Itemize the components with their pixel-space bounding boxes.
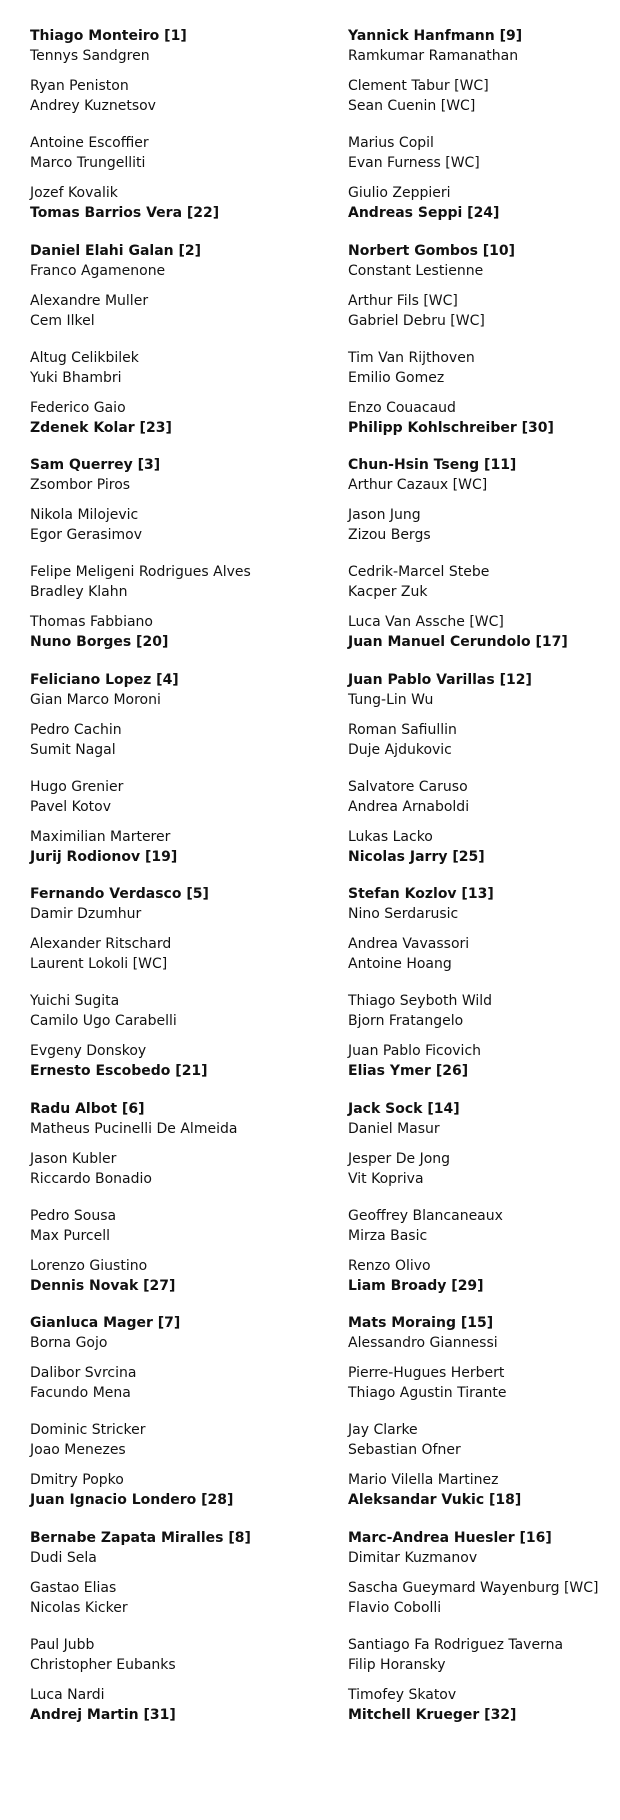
seeded-player-name: Jack Sock [14] [348,1100,460,1117]
player-name: Kacper Zuk [348,584,428,600]
seeded-player-name: Dennis Novak [27] [30,1277,176,1294]
player-name: Tennys Sandgren [30,48,150,64]
player-name: Mario Vilella Martinez [348,1472,499,1488]
match-pair [30,241,330,281]
match-pair [30,183,330,223]
seeded-player-name: Radu Albot [6] [30,1100,145,1117]
match-pair [348,1578,620,1618]
match-pair [348,505,620,545]
seeded-player-name: Bernabe Zapata Miralles [8] [30,1529,251,1546]
match-pair [30,1578,330,1618]
player-name: Alessandro Giannessi [348,1335,498,1351]
player-name: Thiago Seyboth Wild [348,993,493,1009]
player-name: Dominic Stricker [30,1422,146,1438]
match-pair [348,1635,620,1675]
match-pair [30,562,330,602]
seeded-player-name: Andrej Martin [31] [30,1706,176,1723]
match-pair [348,1528,620,1568]
player-name: Thomas Fabbiano [30,614,153,630]
player-name: Gian Marco Moroni [30,691,161,708]
player-name: Geoffrey Blancaneaux [348,1207,503,1224]
player-name: Alexander Ritschard [30,936,172,952]
player-name: Luca Nardi [30,1686,105,1703]
match-pair [30,1256,330,1296]
player-name: Bradley Klahn [30,584,128,600]
player-name: Altug Celikbilek [30,349,139,366]
seeded-player-name: Norbert Gombos [10] [348,242,516,259]
match-pair [30,1635,330,1675]
player-name: Daniel Masur [348,1120,440,1137]
player-name: Thiago Agustin Tirante [348,1385,507,1401]
player-name: Borna Gojo [30,1335,108,1351]
player-name: Tung-Lin Wu [348,691,434,708]
match-pair [30,505,330,545]
player-name: Nikola Milojevic [30,507,139,523]
seeded-player-name: Fernando Verdasco [5] [30,886,209,902]
player-name: Roman Safiullin [348,721,457,738]
player-name: Andrea Vavassori [348,936,470,952]
match-pair [348,884,620,924]
match-pair [30,884,330,924]
player-name: Federico Gaio [30,399,126,416]
player-name: Antoine Escoffier [30,135,149,151]
seeded-player-name: Nicolas Jarry [25] [348,848,485,865]
seeded-player-name: Tomas Barrios Vera [22] [30,205,220,221]
seeded-player-name: Daniel Elahi Galan [2] [30,242,202,259]
player-name: Clement Tabur [WC] [348,78,489,94]
seeded-player-name: Feliciano Lopez [4] [30,671,179,688]
player-name: Zsombor Piros [30,477,131,493]
player-name: Evan Furness [WC] [348,155,480,171]
match-pair [30,1470,330,1510]
player-name: Jason Kubler [30,1150,117,1167]
player-name: Joao Menezes [30,1442,126,1458]
match-pair [30,1041,330,1081]
player-name: Evgeny Donskoy [30,1043,147,1059]
player-name: Pedro Sousa [30,1207,117,1224]
seeded-player-name: Aleksandar Vukic [18] [348,1492,522,1508]
player-name: Andrea Arnaboldi [348,798,470,815]
match-pair [348,562,620,602]
match-pair [348,934,620,974]
match-pair [30,26,330,66]
player-name: Jesper De Jong [348,1150,451,1167]
match-pair [348,1685,620,1725]
match-pair [348,777,620,817]
match-pair [30,720,330,760]
player-name: Cedrik-Marcel Stebe [348,564,490,580]
seeded-player-name: Juan Manuel Cerundolo [17] [348,634,568,650]
player-name: Mirza Basic [348,1227,428,1244]
seeded-player-name: Zdenek Kolar [23] [30,419,172,436]
player-name: Salvatore Caruso [348,778,468,795]
player-name: Duje Ajdukovic [348,741,452,758]
match-pair [30,455,330,495]
match-pair [348,991,620,1031]
player-name: Sumit Nagal [30,741,116,758]
match-pair [30,1528,330,1568]
player-name: Arthur Fils [WC] [348,292,458,309]
match-pair [30,1685,330,1725]
player-name: Lukas Lacko [348,828,433,845]
player-name: Franco Agamenone [30,262,166,279]
player-name: Ramkumar Ramanathan [348,48,519,64]
match-pair [348,133,620,173]
player-name: Pierre-Hugues Herbert [348,1365,505,1381]
match-pair [30,1099,330,1139]
player-name: Facundo Mena [30,1385,131,1401]
match-pair [30,1149,330,1189]
player-name: Cem Ilkel [30,312,95,329]
player-name: Sascha Gueymard Wayenburg [WC] [348,1579,599,1596]
match-pair [30,777,330,817]
seeded-player-name: Stefan Kozlov [13] [348,886,494,902]
player-name: Matheus Pucinelli De Almeida [30,1120,238,1137]
match-pair [348,1206,620,1246]
match-pair [348,1256,620,1296]
seeded-player-name: Jurij Rodionov [19] [30,848,178,865]
seeded-player-name: Nuno Borges [20] [30,634,169,650]
player-name: Flavio Cobolli [348,1599,442,1616]
player-name: Santiago Fa Rodriguez Taverna [348,1636,564,1653]
player-name: Dalibor Svrcina [30,1365,137,1381]
match-pair [348,1470,620,1510]
player-name: Constant Lestienne [348,262,484,279]
player-name: Damir Dzumhur [30,906,142,922]
seeded-player-name: Ernesto Escobedo [21] [30,1063,208,1079]
match-pair [30,670,330,710]
player-name: Timofey Skatov [348,1686,457,1703]
player-name: Sean Cuenin [WC] [348,98,476,114]
player-name: Filip Horansky [348,1656,446,1673]
seeded-player-name: Philipp Kohlschreiber [30] [348,419,554,436]
player-name: Maximilian Marterer [30,828,171,845]
match-pair [30,1363,330,1403]
seeded-player-name: Mats Moraing [15] [348,1315,494,1331]
match-pair [348,1420,620,1460]
player-name: Dudi Sela [30,1549,97,1566]
match-pair [348,670,620,710]
seeded-player-name: Sam Querrey [3] [30,457,161,473]
player-name: Arthur Cazaux [WC] [348,477,488,493]
player-name: Jay Clarke [348,1422,418,1438]
seeded-player-name: Juan Pablo Varillas [12] [348,671,532,688]
player-name: Jozef Kovalik [30,185,118,201]
player-name: Yuichi Sugita [30,993,120,1009]
player-name: Luca Van Assche [WC] [348,614,504,630]
player-name: Marco Trungelliti [30,155,146,171]
player-name: Dmitry Popko [30,1472,124,1488]
seeded-player-name: Liam Broady [29] [348,1277,484,1294]
player-name: Zizou Bergs [348,527,431,543]
match-pair [348,76,620,116]
match-pair [348,348,620,388]
player-name: Pedro Cachin [30,721,122,738]
match-pair [30,934,330,974]
player-name: Riccardo Bonadio [30,1170,152,1187]
match-pair [348,1363,620,1403]
player-name: Alexandre Muller [30,292,149,309]
player-name: Emilio Gomez [348,369,445,386]
match-pair [30,133,330,173]
seeded-player-name: Elias Ymer [26] [348,1063,469,1079]
match-pair [30,398,330,438]
match-pair [30,991,330,1031]
player-name: Camilo Ugo Carabelli [30,1013,177,1029]
player-name: Lorenzo Giustino [30,1257,148,1274]
seeded-player-name: Juan Ignacio Londero [28] [30,1492,234,1508]
match-pair [348,183,620,223]
match-pair [348,827,620,867]
seeded-player-name: Andreas Seppi [24] [348,205,500,221]
match-pair [348,26,620,66]
match-pair [30,827,330,867]
match-pair [30,291,330,331]
player-name: Egor Gerasimov [30,527,142,543]
player-name: Christopher Eubanks [30,1656,176,1673]
match-pair [348,241,620,281]
player-name: Laurent Lokoli [WC] [30,956,168,972]
seeded-player-name: Thiago Monteiro [1] [30,28,187,44]
player-name: Gabriel Debru [WC] [348,312,485,329]
player-name: Paul Jubb [30,1636,95,1653]
player-name: Yuki Bhambri [30,369,122,386]
player-name: Marius Copil [348,135,434,151]
match-pair [348,1041,620,1081]
player-name: Nino Serdarusic [348,906,459,922]
player-name: Hugo Grenier [30,778,124,795]
player-name: Max Purcell [30,1227,111,1244]
seeded-player-name: Marc-Andrea Huesler [16] [348,1529,552,1546]
player-name: Felipe Meligeni Rodrigues Alves [30,564,251,580]
match-pair [30,348,330,388]
player-name: Juan Pablo Ficovich [348,1043,482,1059]
player-name: Andrey Kuznetsov [30,98,156,114]
match-pair [348,455,620,495]
match-pair [348,1313,620,1353]
player-name: Antoine Hoang [348,956,452,972]
match-pair [30,1313,330,1353]
match-pair [348,1099,620,1139]
match-pair [348,720,620,760]
player-name: Enzo Couacaud [348,399,456,416]
seeded-player-name: Mitchell Krueger [32] [348,1706,517,1723]
seeded-player-name: Chun-Hsin Tseng [11] [348,457,517,473]
seeded-player-name: Gianluca Mager [7] [30,1315,181,1331]
match-pair [348,612,620,652]
match-pair [30,1206,330,1246]
player-name: Vit Kopriva [348,1170,424,1187]
player-name: Giulio Zeppieri [348,185,451,201]
player-name: Bjorn Fratangelo [348,1013,464,1029]
match-pair [30,612,330,652]
seeded-player-name: Yannick Hanfmann [9] [348,28,523,44]
match-pair [30,76,330,116]
match-pair [348,291,620,331]
player-name: Ryan Peniston [30,78,129,94]
match-pair [30,1420,330,1460]
match-pair [348,1149,620,1189]
player-name: Sebastian Ofner [348,1442,461,1458]
player-name: Tim Van Rijthoven [348,349,475,366]
player-name: Renzo Olivo [348,1257,431,1274]
player-name: Dimitar Kuzmanov [348,1549,478,1566]
player-name: Nicolas Kicker [30,1599,128,1616]
player-name: Pavel Kotov [30,798,112,815]
player-name: Jason Jung [348,507,421,523]
match-pair [348,398,620,438]
player-name: Gastao Elias [30,1579,117,1596]
